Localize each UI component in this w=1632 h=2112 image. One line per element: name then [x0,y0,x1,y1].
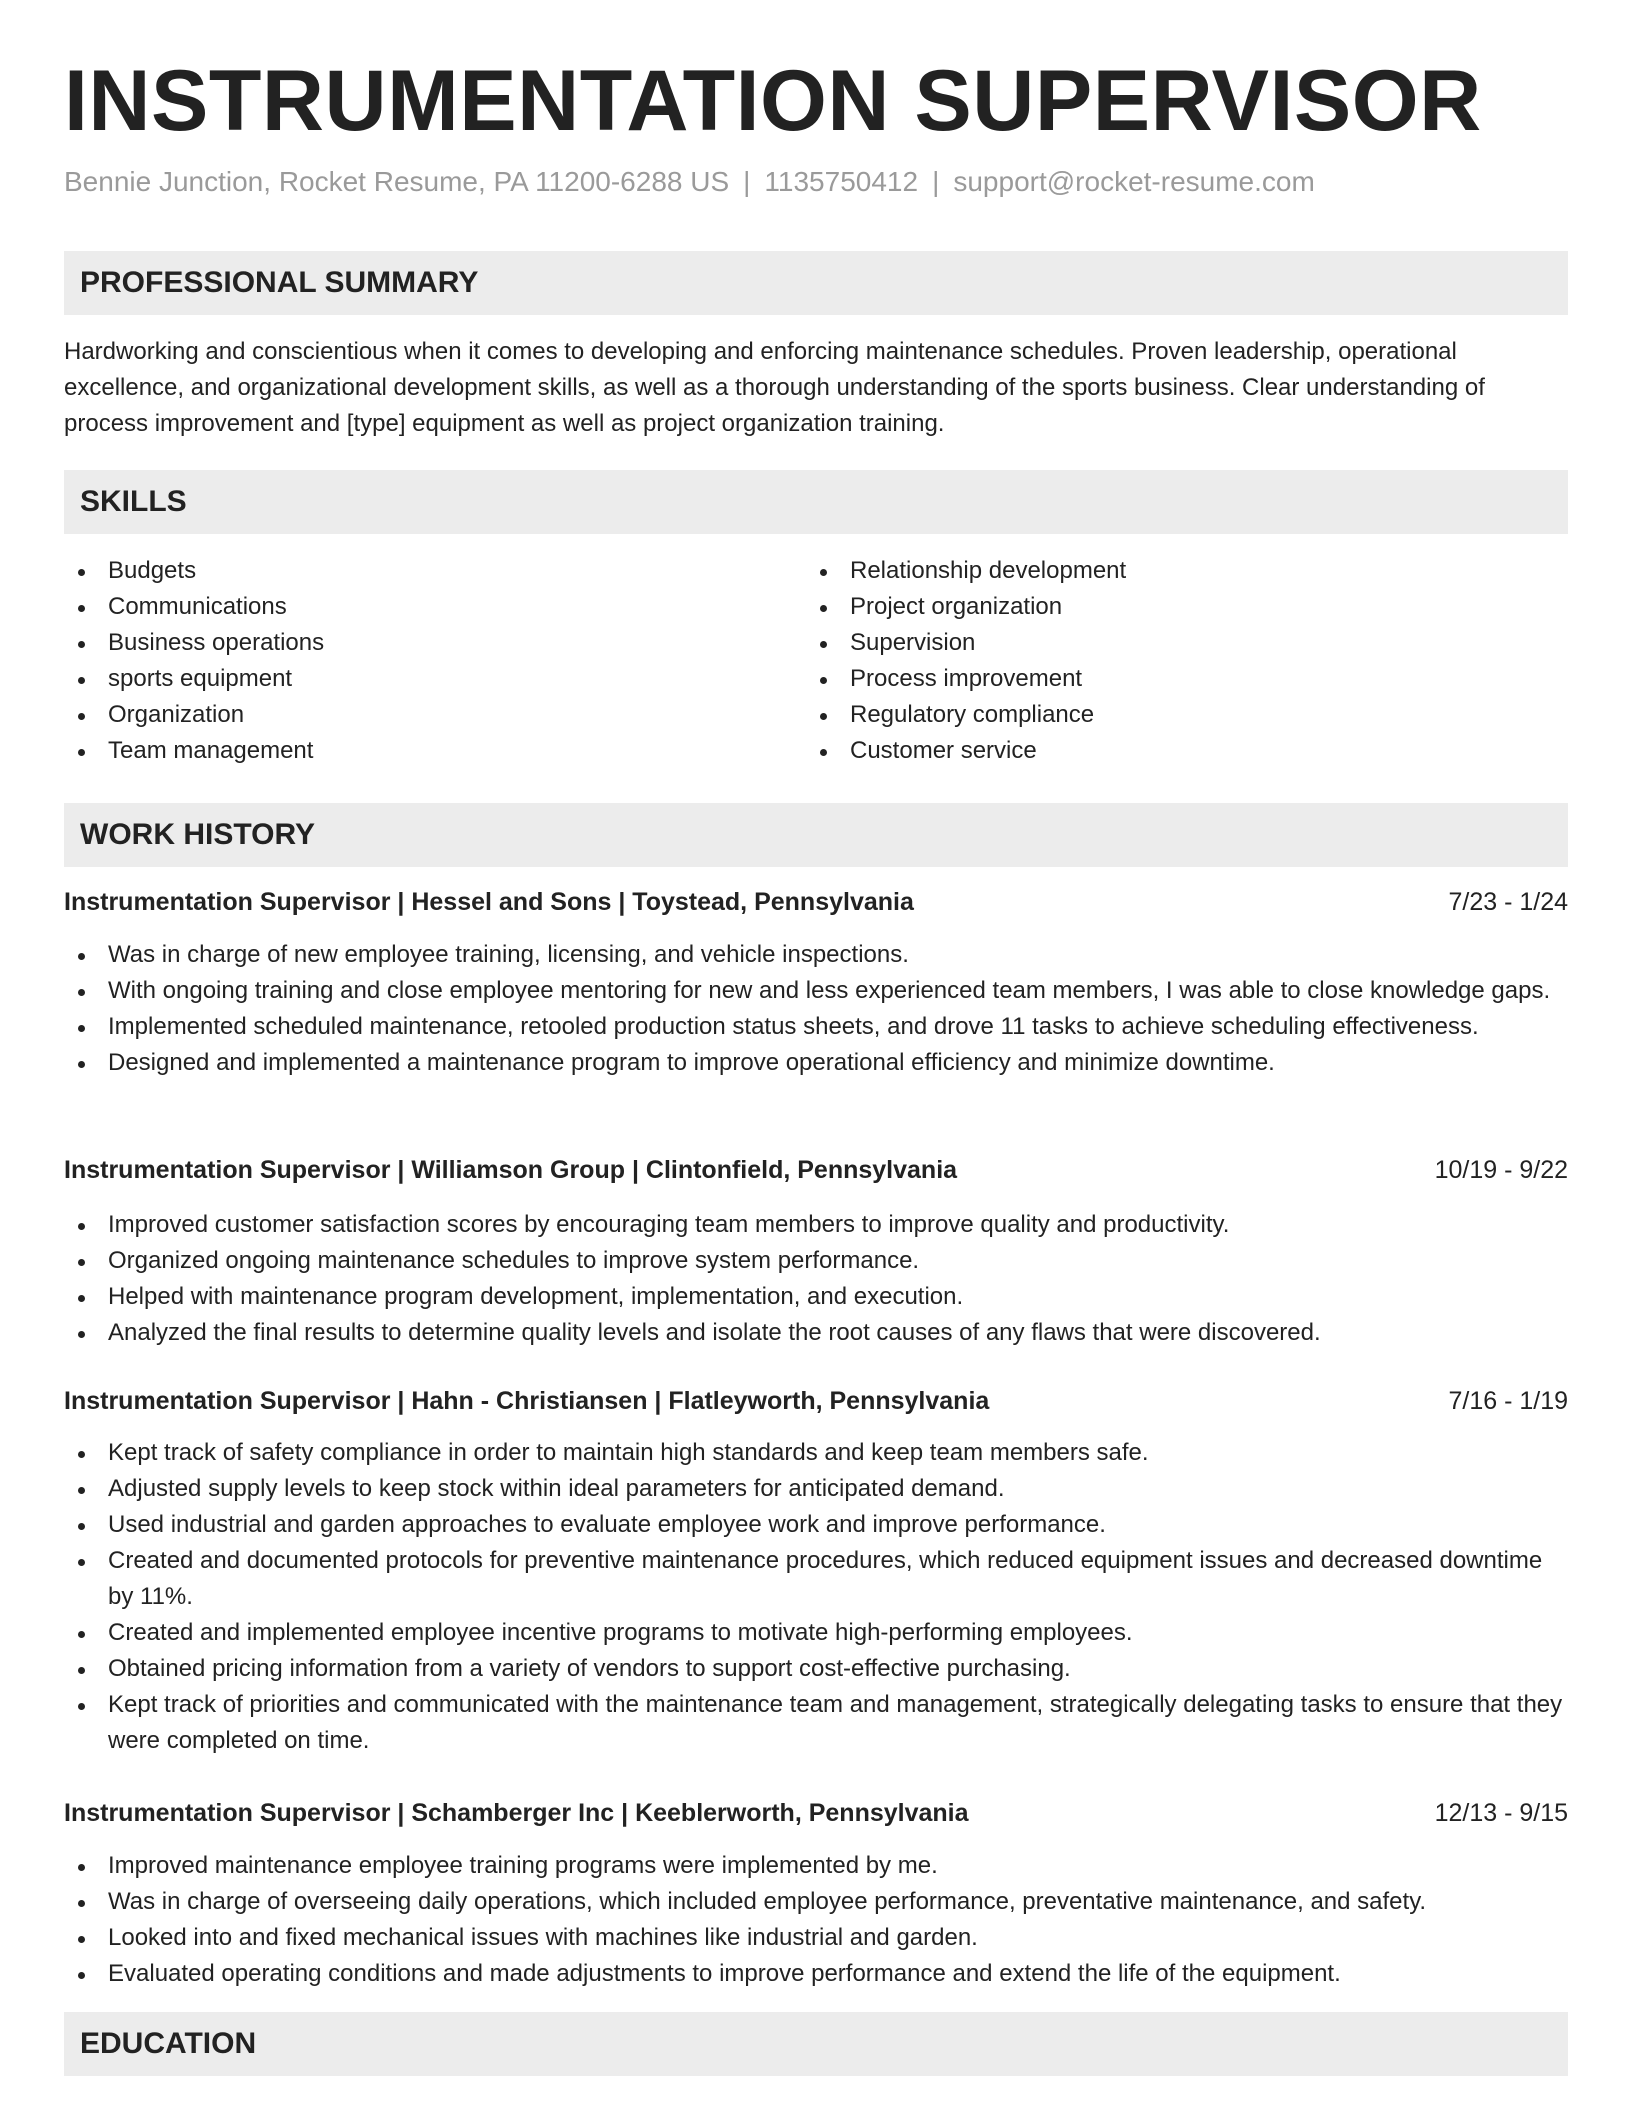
job-bullet: Kept track of safety compliance in order to maintain high standards and keep team members safe. [64,1435,1568,1471]
job-dates: 7/16 - 1/19 [1448,1387,1568,1415]
job-dates: 7/23 - 1/24 [1448,888,1568,916]
skills-list-right [806,553,1506,769]
skill-item: Communications [64,589,764,625]
job-bullet: Designed and implemented a maintenance program to improve operational efficiency and minimize downtime. [64,1045,1568,1081]
job-bullets [64,1435,1568,1759]
summary-text: Hardworking and conscientious when it comes to developing and enforcing maintenance schedules. Proven leadership, operational excellence, and organizational development skills, as well as a thorough understanding of the sports business. Clear understanding of process improvement and [type] equipment as well as project organization training. [64,338,1485,437]
skill-item: Supervision [806,625,1506,661]
job-bullet: Looked into and fixed mechanical issues with machines like industrial and garden. [64,1920,1568,1956]
skill-item: Process improvement [806,661,1506,697]
skill-item: Regulatory compliance [806,697,1506,733]
skill-item: sports equipment [64,661,764,697]
skills-list-left [64,553,764,769]
job-bullet: Used industrial and garden approaches to evaluate employee work and improve performance. [64,1507,1568,1543]
contact-separator: | [932,166,940,197]
job-title: Instrumentation Supervisor | Hahn - Christiansen | Flatleyworth, Pennsylvania [64,1387,990,1415]
education-heading: EDUCATION [80,2027,257,2060]
skill-item: Organization [64,697,764,733]
job-header [64,1381,1568,1421]
job-bullet: Organized ongoing maintenance schedules to improve system performance. [64,1243,1568,1279]
job-bullet: Helped with maintenance program development, implementation, and execution. [64,1279,1568,1315]
summary-heading: PROFESSIONAL SUMMARY [80,266,479,299]
job-header [64,882,1568,922]
job-title: Instrumentation Supervisor | Hessel and Sons | Toystead, Pennsylvania [64,888,914,916]
skill-item: Customer service [806,733,1506,769]
skill-item: Budgets [64,553,764,589]
contact-email[interactable]: support@rocket-resume.com [953,166,1315,197]
work-heading: WORK HISTORY [80,818,316,851]
work-section-header [64,803,1568,867]
job-bullet: Created and documented protocols for preventive maintenance procedures, which reduced equipment issues and decreased downtime by 11%. [64,1543,1568,1615]
job-header [64,1793,1568,1833]
job-bullet: Was in charge of new employee training, licensing, and vehicle inspections. [64,937,1568,973]
job-bullet: Kept track of priorities and communicated with the maintenance team and management, strategically delegating tasks to ensure that they were completed on time. [64,1687,1568,1759]
job-bullets [64,1848,1568,1992]
job-bullet: Adjusted supply levels to keep stock within ideal parameters for anticipated demand. [64,1471,1568,1507]
job-bullet: Improved maintenance employee training programs were implemented by me. [64,1848,1568,1884]
education-section-header [64,2012,1568,2076]
contact-phone: 1135750412 [764,166,919,197]
resume-title: INSTRUMENTATION SUPERVISOR [64,53,1482,149]
contact-separator: | [743,166,751,197]
job-dates: 12/13 - 9/15 [1434,1799,1568,1827]
skill-item: Team management [64,733,764,769]
skills-section-header [64,470,1568,534]
job-title: Instrumentation Supervisor | Williamson Group | Clintonfield, Pennsylvania [64,1156,958,1184]
job-dates: 10/19 - 9/22 [1434,1156,1568,1184]
skill-item: Relationship development [806,553,1506,589]
job-bullet: Evaluated operating conditions and made adjustments to improve performance and extend the life of the equipment. [64,1956,1568,1992]
contact-line [64,166,1315,198]
job-header [64,1150,1568,1190]
skill-item: Project organization [806,589,1506,625]
job-bullet: Was in charge of overseeing daily operations, which included employee performance, preventative maintenance, and safety. [64,1884,1568,1920]
job-bullets [64,937,1568,1081]
job-bullet: Improved customer satisfaction scores by encouraging team members to improve quality and productivity. [64,1207,1568,1243]
skill-item: Business operations [64,625,764,661]
job-bullet: With ongoing training and close employee mentoring for new and less experienced team members, I was able to close knowledge gaps. [64,973,1568,1009]
job-bullet: Implemented scheduled maintenance, retooled production status sheets, and drove 11 tasks to achieve scheduling effectiveness. [64,1009,1568,1045]
summary-section-header [64,251,1568,315]
job-bullet: Obtained pricing information from a variety of vendors to support cost-effective purchasing. [64,1651,1568,1687]
job-bullets [64,1207,1568,1351]
contact-address: Bennie Junction, Rocket Resume, PA 11200-6288 US [64,166,730,197]
job-bullet: Analyzed the final results to determine quality levels and isolate the root causes of any flaws that were discovered. [64,1315,1568,1351]
job-title: Instrumentation Supervisor | Schamberger Inc | Keeblerworth, Pennsylvania [64,1799,969,1827]
skills-heading: SKILLS [80,485,187,518]
job-bullet: Created and implemented employee incentive programs to motivate high-performing employees. [64,1615,1568,1651]
